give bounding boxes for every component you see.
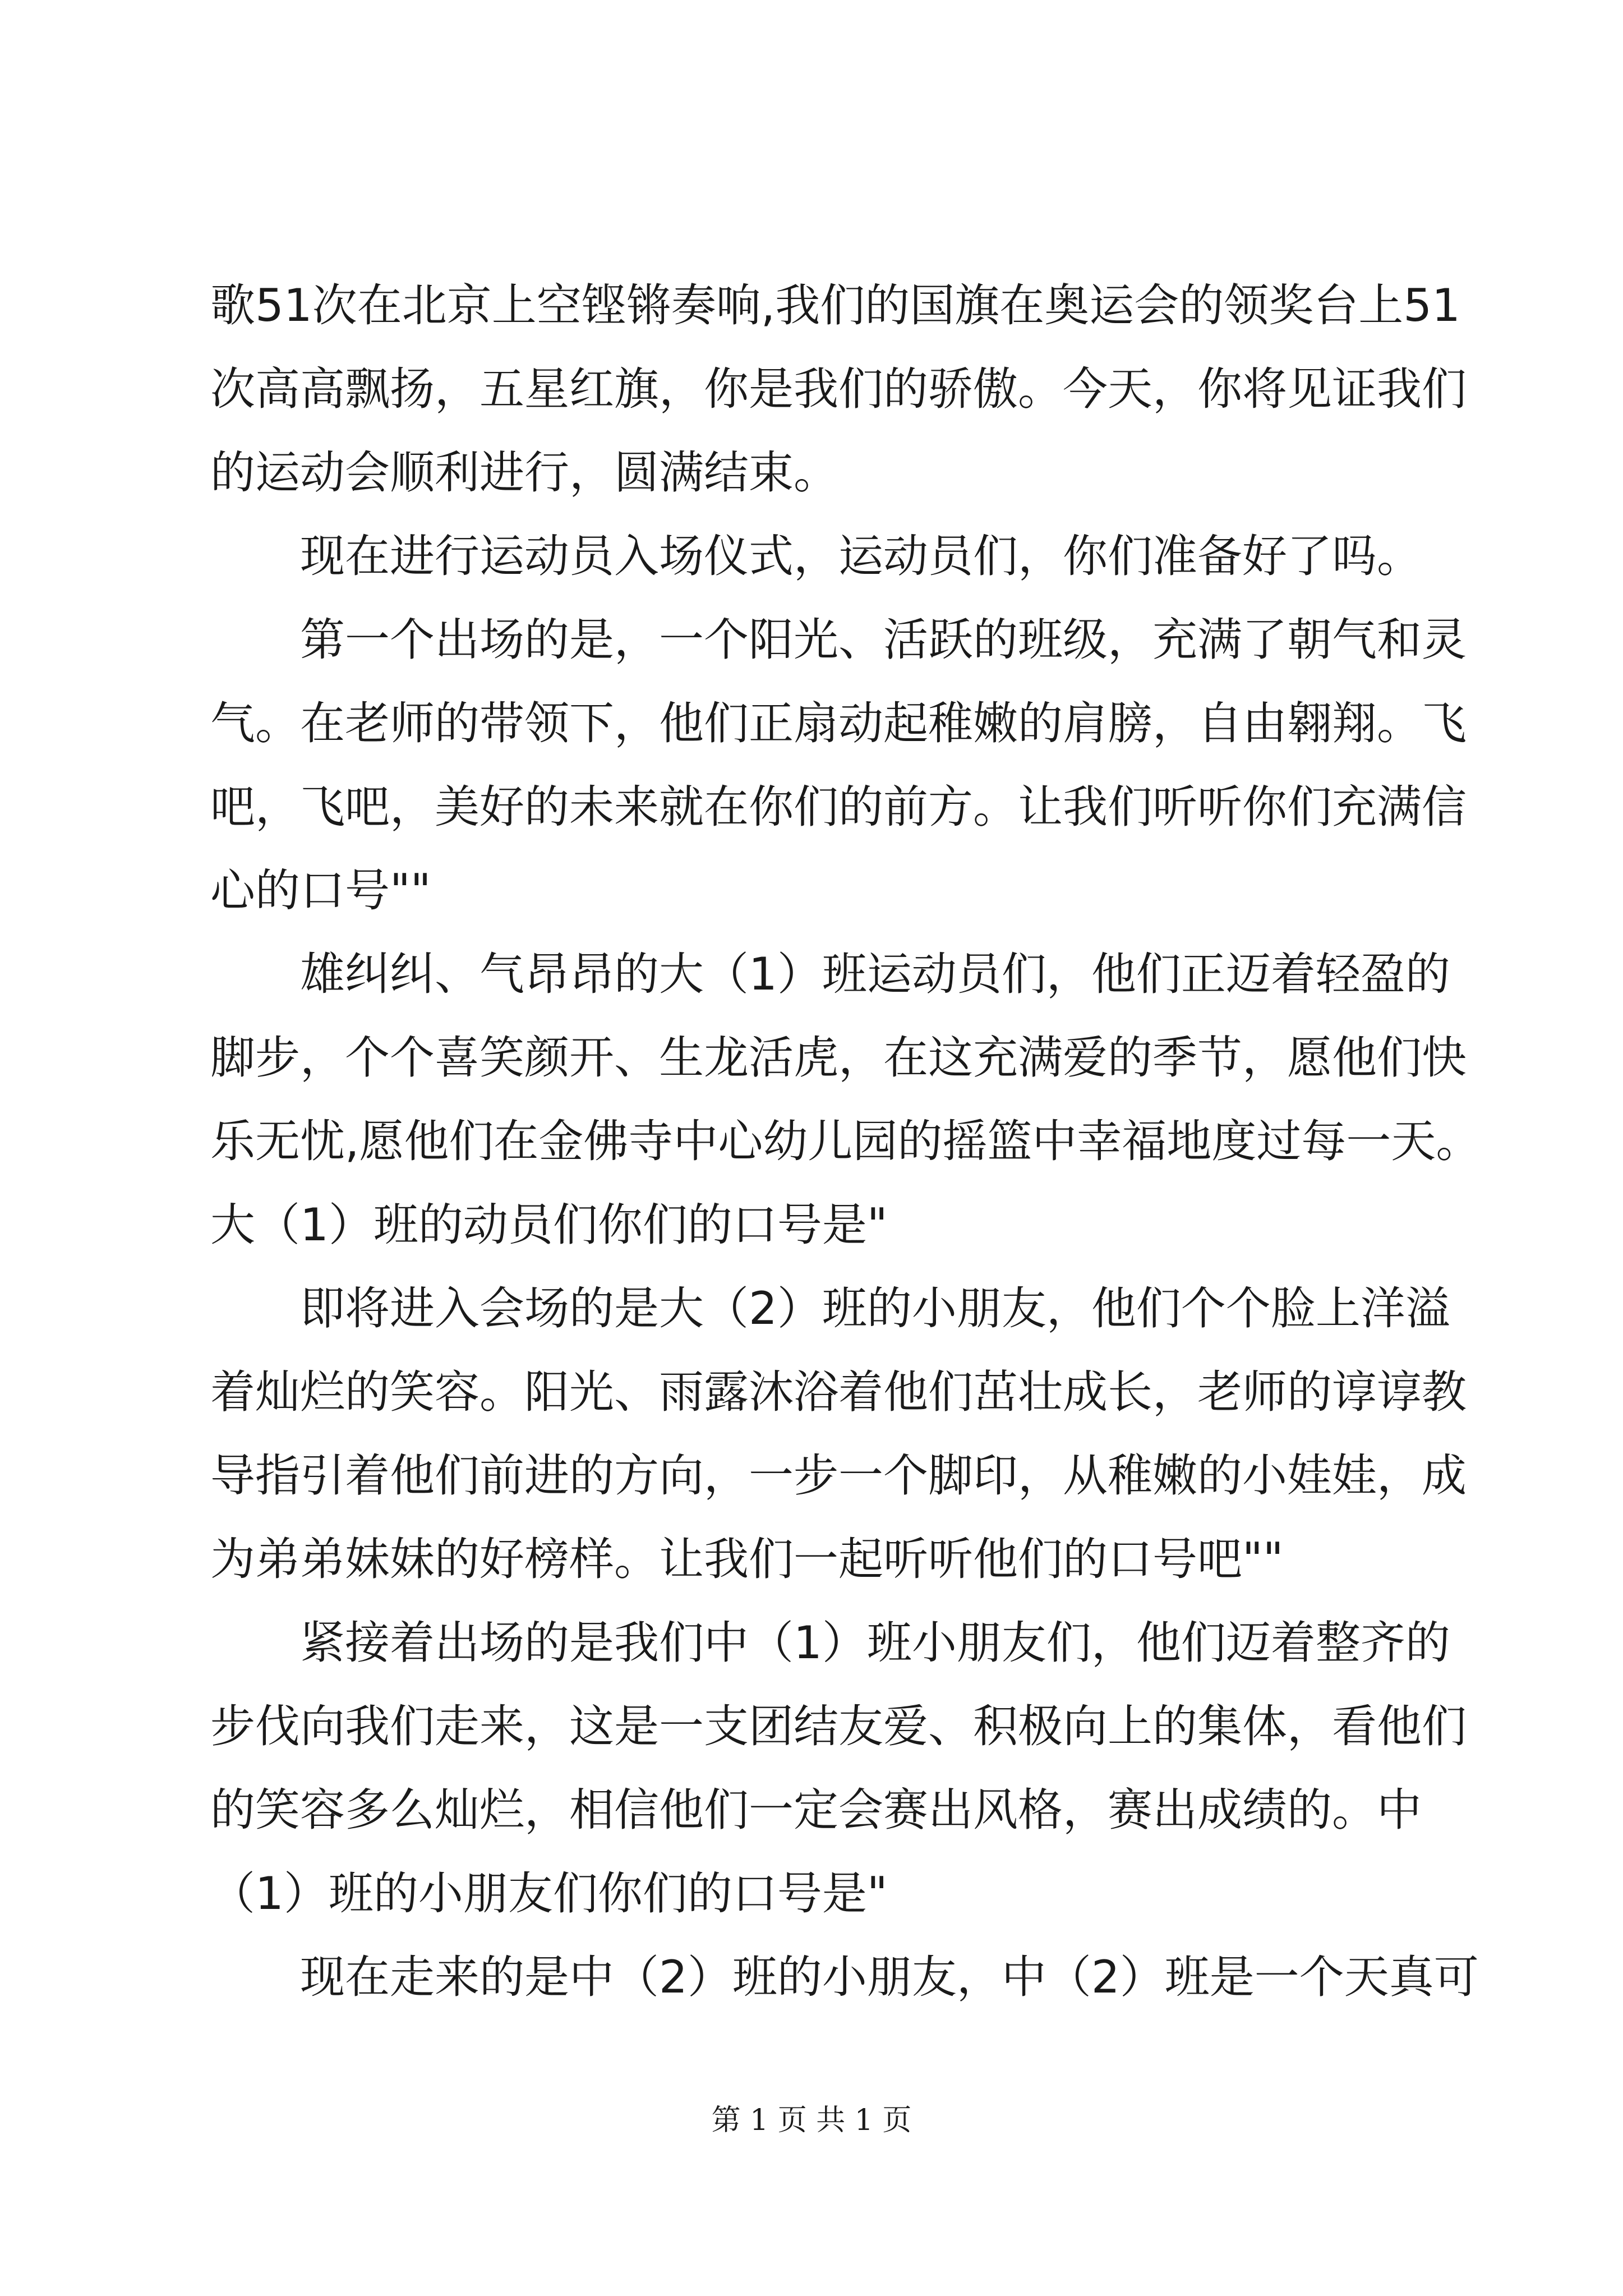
page-footer [0,2101,1623,2140]
document-body [210,264,1481,2019]
text-line: 脚步，个个喜笑颜开、生龙活虎，在这充满爱的季节，愿他们快 [210,1032,1467,1084]
text-line: 着灿烂的笑容。阳光、雨露沐浴着他们茁壮成长，老师的谆谆教 [210,1366,1467,1418]
text-line: 的运动会顺利进行，圆满结束。 [210,447,838,499]
text-line: 即将进入会场的是大（2）班的小朋友，他们个个脸上洋溢 [300,1282,1450,1335]
text-line: 的笑容多么灿烂，相信他们一定会赛出风格，赛出成绩的。中 [210,1784,1422,1836]
text-line: 紧接着出场的是我们中（1）班小朋友们，他们迈着整齐的 [300,1617,1450,1669]
text-line: 吧，飞吧，美好的未来就在你们的前方。让我们听听你们充满信 [210,781,1467,833]
text-line: 第一个出场的是，一个阳光、活跃的班级，充满了朝气和灵 [300,614,1467,666]
text-line: 雄纠纠、气昂昂的大（1）班运动员们，他们正迈着轻盈的 [300,948,1450,1000]
text-line: 导指引着他们前进的方向，一步一个脚印，从稚嫩的小娃娃，成 [210,1450,1467,1502]
text-line: 现在走来的是中（2）班的小朋友，中（2）班是一个天真可 [300,1951,1479,2003]
text-line: 乐无忧,愿他们在金佛寺中心幼儿园的摇篮中幸福地度过每一天。 [210,1115,1481,1167]
text-line: 心的口号"" [210,864,431,917]
page-number: 第 1 页 共 1 页 [711,2104,912,2137]
text-line: 歌51次在北京上空铿锵奏响,我们的国旗在奥运会的领奖台上51 [210,279,1461,332]
text-line: 气。在老师的带领下，他们正扇动起稚嫩的肩膀，自由翱翔。飞 [210,697,1467,749]
text-line: （1）班的小朋友们你们的口号是" [210,1867,888,1920]
text-line: 为弟弟妹妹的好榜样。让我们一起听听他们的口号吧"" [210,1533,1284,1585]
text-line: 大（1）班的动员们你们的口号是" [210,1199,888,1251]
text-line: 步伐向我们走来，这是一支团结友爱、积极向上的集体，看他们 [210,1700,1467,1752]
text-line: 次高高飘扬，五星红旗，你是我们的骄傲。今天，你将见证我们 [210,363,1467,415]
text-line: 现在进行运动员入场仪式，运动员们，你们准备好了吗。 [300,530,1422,582]
